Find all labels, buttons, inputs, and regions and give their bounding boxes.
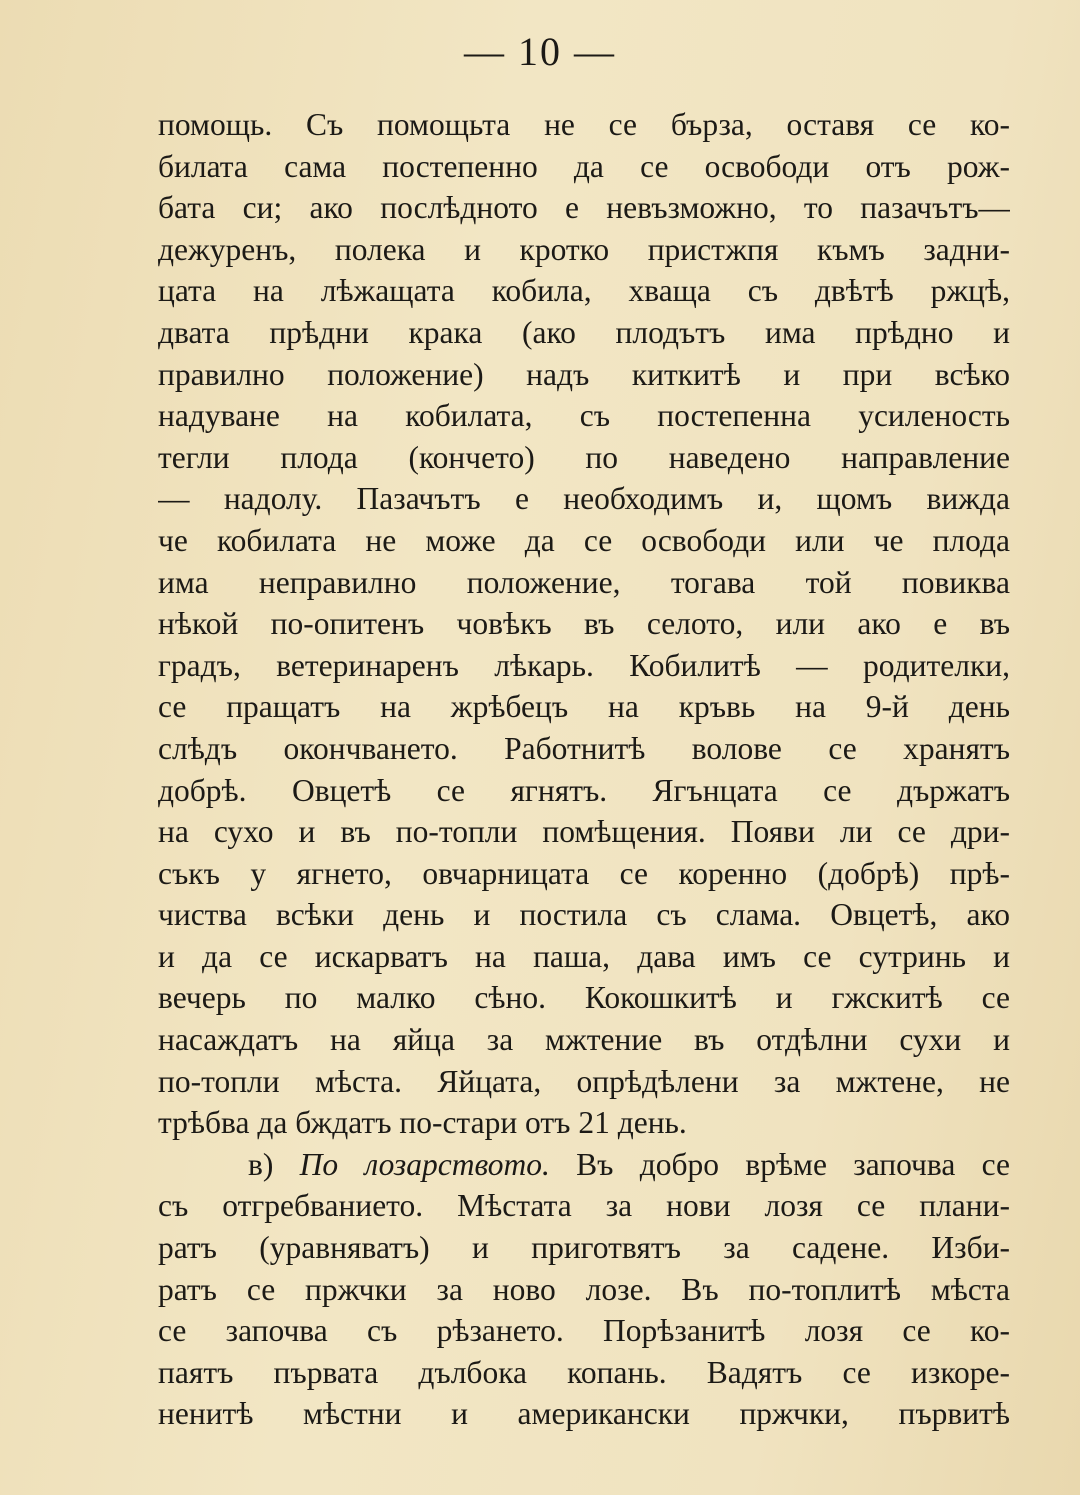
text-line: — надолу. Пазачътъ е необходимъ и, щомъ вижда — [158, 481, 1010, 517]
section-first-line: Въ добро врѣме започва се — [549, 1146, 1010, 1182]
section-heading-line — [158, 1144, 1010, 1186]
text-line: ненитѣ мѣстни и американски пржчки, първитѣ — [158, 1396, 1010, 1432]
text-line: съкъ у ягнето, овчарницата се коренно (добрѣ) прѣ- — [158, 855, 1010, 891]
text-line: има неправилно положение, тогава той повиква — [158, 564, 1010, 600]
text-line: и да се искарватъ на паша, дава имъ се сутринь и — [158, 938, 1010, 974]
text-line: тегли плода (кончето) по наведено направление — [158, 439, 1010, 475]
text-line: съ отгребванието. Мѣстата за нови лозя се плани- — [158, 1188, 1010, 1224]
text-line: бата си; ако послѣдното е невъзможно, то пазачътъ— — [158, 190, 1010, 226]
text-line: надуване на кобилата, съ постепенна усиленость — [158, 398, 1010, 434]
section-marker: в) — [248, 1146, 300, 1182]
text-line: двата прѣдни крака (ако плодътъ има прѣдно и — [158, 314, 1010, 350]
text-line: паятъ първата дълбока копань. Вадятъ се изкоре- — [158, 1354, 1010, 1390]
text-line: насаждатъ на яйца за мжтение въ отдѣлни сухи и — [158, 1022, 1010, 1058]
text-line: вечерь по малко сѣно. Кокошкитѣ и гжскитѣ се — [158, 980, 1010, 1016]
text-line: ратъ се пржчки за ново лозе. Въ по-топлитѣ мѣста — [158, 1271, 1010, 1307]
text-line: градъ, ветеринаренъ лѣкарь. Кобилитѣ — родителки, — [158, 647, 1010, 683]
text-line: на сухо и въ по-топли помѣщения. Появи ли се дри- — [158, 814, 1010, 850]
section-heading: По лозарството. — [299, 1146, 550, 1182]
page-number: — 10 — — [464, 29, 616, 74]
text-line: нѣкой по-опитенъ човѣкъ въ селото, или ако е въ — [158, 606, 1010, 642]
text-line: дежуренъ, полека и кротко пристжпя къмъ задни- — [158, 231, 1010, 267]
text-line: че кобилата не може да се освободи или че плода — [158, 522, 1010, 558]
text-line: трѣбва да бждатъ по-стари отъ 21 день. — [158, 1105, 687, 1141]
text-line: добрѣ. Овцетѣ се ягнятъ. Ягънцата се държатъ — [158, 772, 1010, 808]
text-line: цата на лѣжащата кобила, хваща съ двѣтѣ ржцѣ, — [158, 273, 1010, 309]
text-line: чиства всѣки день и постила съ слама. Овцетѣ, ако — [158, 897, 1010, 933]
text-line: билата сама постепенно да се освободи отъ рож- — [158, 148, 1010, 184]
text-body — [158, 104, 1010, 1435]
text-line: по-топли мѣста. Яйцата, опрѣдѣлени за мжтене, не — [158, 1063, 1010, 1099]
text-line: помощь. Съ помощьта не се бърза, оставя се ко- — [158, 107, 1010, 142]
text-line: слѣдъ окончването. Работнитѣ волове се хранятъ — [158, 730, 1010, 766]
text-line: се пращатъ на жрѣбецъ на кръвь на 9-й день — [158, 689, 1010, 725]
text-line: се започва съ рѣзането. Порѣзанитѣ лозя се ко- — [158, 1313, 1010, 1349]
text-line: ратъ (уравняватъ) и приготвятъ за садене. Изби- — [158, 1230, 1010, 1266]
text-line: правилно положение) надъ киткитѣ и при всѣко — [158, 356, 1010, 392]
